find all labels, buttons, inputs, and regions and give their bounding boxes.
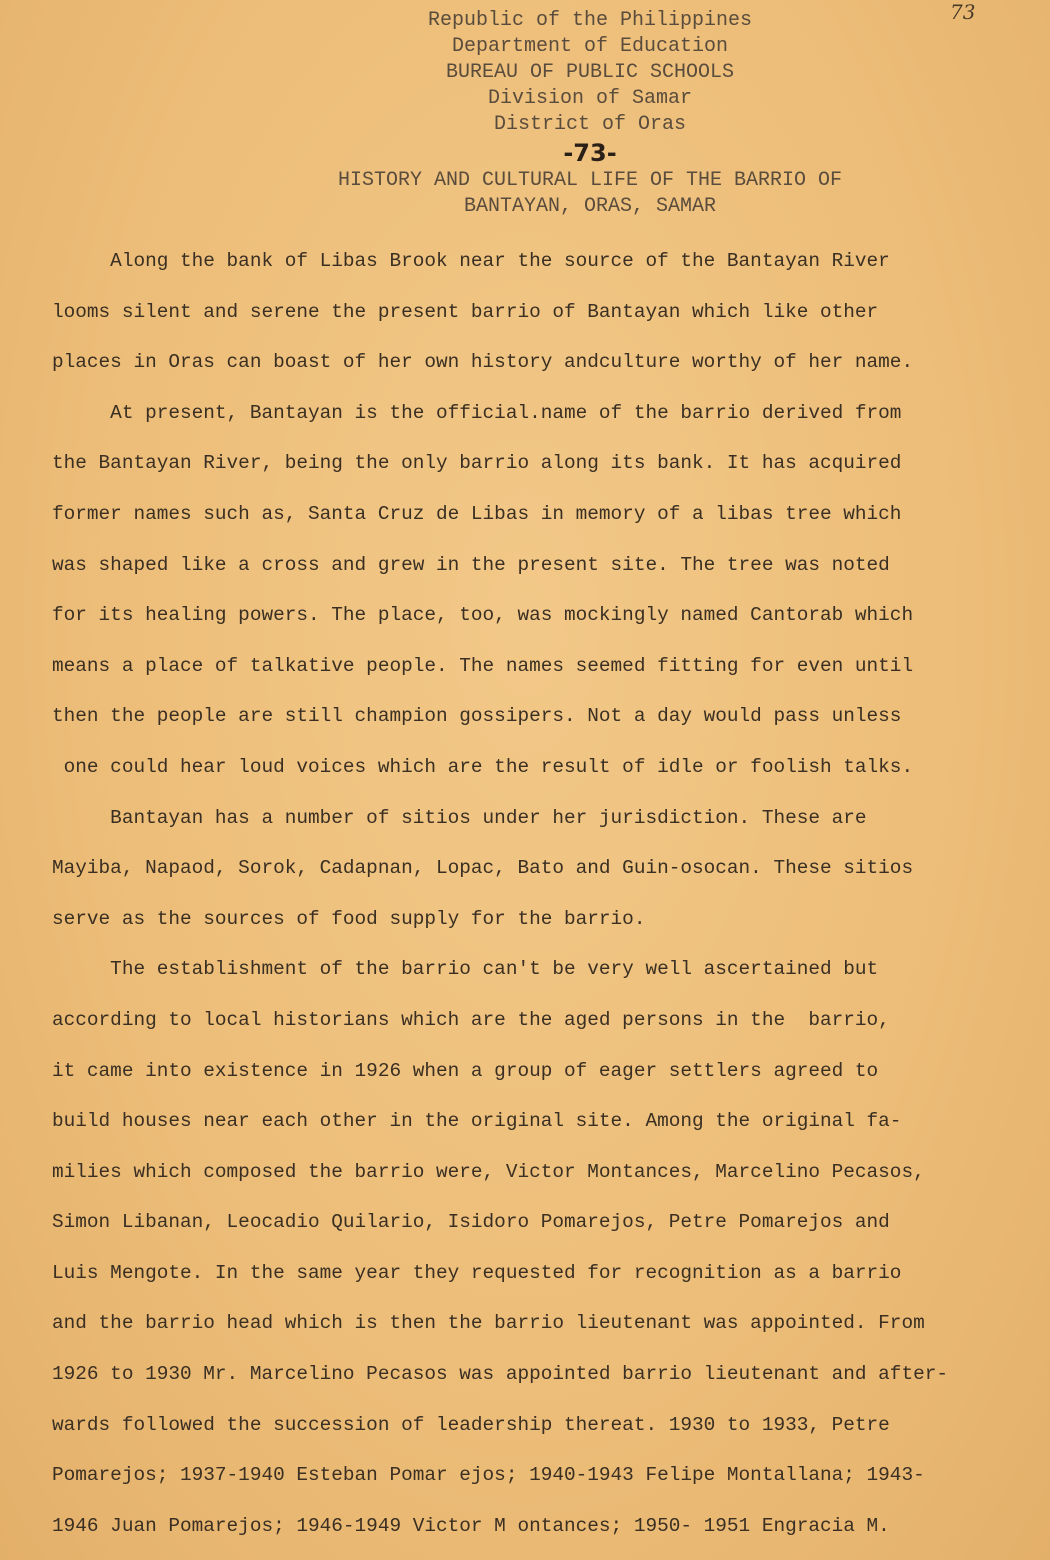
body-line: Bantayan has a number of sitios under her jurisdiction. These are: [52, 806, 867, 829]
body-line: Simon Libanan, Leocadio Quilario, Isidoro Pomarejos, Petre Pomarejos and: [52, 1211, 890, 1234]
body-line: wards followed the succession of leadership thereat. 1930 to 1933, Petre: [52, 1413, 890, 1436]
body-line: places in Oras can boast of her own history andculture worthy of her name.: [52, 351, 914, 374]
header-bureau: BUREAU OF PUBLIC SCHOOLS: [445, 61, 735, 84]
body-line: according to local historians which are the aged persons in the barrio,: [52, 1008, 890, 1031]
page-marker: -73-: [563, 139, 617, 167]
body-line: Mayiba, Napaod, Sorok, Cadapnan, Lopac, Bato and Guin-osocan. These sitios: [52, 857, 914, 880]
document-body: [52, 236, 1002, 1551]
corner-page-number: 73: [950, 0, 976, 24]
body-line: serve as the sources of food supply for the barrio.: [52, 907, 646, 930]
document-title-line1: HISTORY AND CULTURAL LIFE OF THE BARRIO OF: [337, 169, 843, 192]
document-title-line2: BANTAYAN, ORAS, SAMAR: [463, 195, 717, 218]
body-line: for its healing powers. The place, too, was mockingly named Cantorab which: [52, 604, 914, 627]
body-line: means a place of talkative people. The names seemed fitting for even until: [52, 654, 914, 677]
body-line: and the barrio head which is then the barrio lieutenant was appointed. From: [52, 1312, 925, 1335]
body-line: build houses near each other in the original site. Among the original fa-: [52, 1110, 902, 1133]
body-line: Along the bank of Libas Brook near the source of the Bantayan River: [52, 250, 890, 272]
body-line: 1926 to 1930 Mr. Marcelino Pecasos was appointed barrio lieutenant and after-: [52, 1363, 948, 1386]
body-line: former names such as, Santa Cruz de Libas in memory of a libas tree which: [52, 502, 902, 525]
document-header: [250, 8, 930, 220]
body-line: 1946 Juan Pomarejos; 1946-1949 Victor M ontances; 1950- 1951 Engracia M.: [52, 1514, 890, 1537]
body-line: then the people are still champion gossipers. Not a day would pass unless: [52, 705, 902, 728]
header-district: District of Oras: [493, 113, 687, 136]
body-line: one could hear loud voices which are the result of idle or foolish talks.: [52, 755, 914, 778]
header-department: Department of Education: [451, 35, 729, 58]
body-line: Pomarejos; 1937-1940 Esteban Pomar ejos; 1940-1943 Felipe Montallana; 1943-: [52, 1464, 925, 1487]
body-line: the Bantayan River, being the only barrio along its bank. It has acquired: [52, 452, 902, 475]
body-line: Luis Mengote. In the same year they requested for recognition as a barrio: [52, 1261, 902, 1284]
body-line: milies which composed the barrio were, Victor Montances, Marcelino Pecasos,: [52, 1160, 925, 1183]
body-line: The establishment of the barrio can't be very well ascertained but: [52, 958, 879, 981]
body-line: looms silent and serene the present barrio of Bantayan which like other: [52, 300, 879, 323]
body-line: was shaped like a cross and grew in the present site. The tree was noted: [52, 553, 890, 576]
body-line: it came into existence in 1926 when a group of eager settlers agreed to: [52, 1059, 879, 1082]
header-division: Division of Samar: [487, 87, 693, 110]
body-line: At present, Bantayan is the official.name of the barrio derived from: [52, 401, 902, 424]
header-republic: Republic of the Philippines: [427, 9, 753, 32]
